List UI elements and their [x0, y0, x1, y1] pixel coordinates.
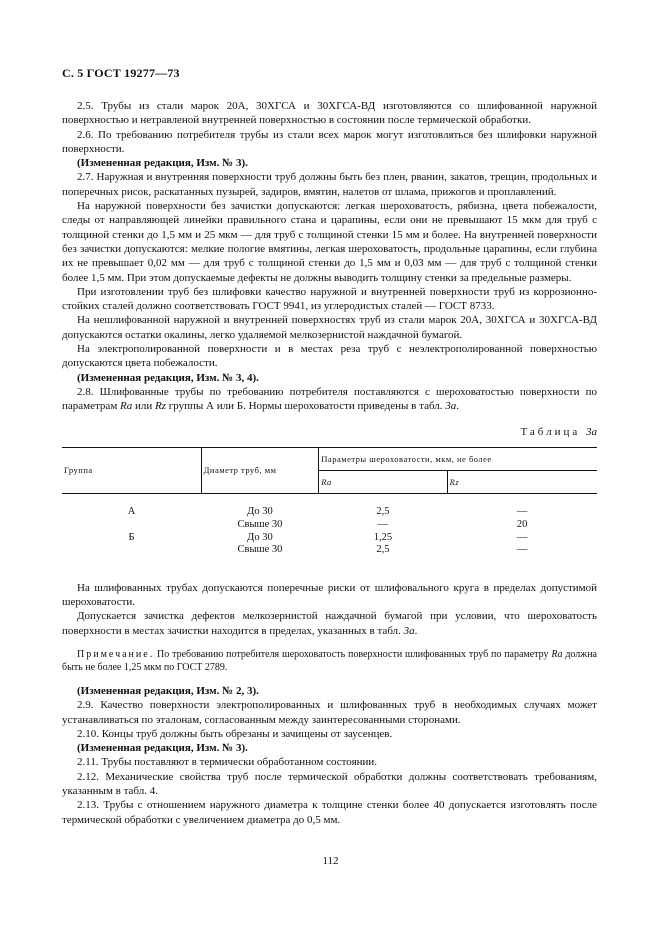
param-ra: Ra: [120, 400, 133, 413]
cell-rz: —: [516, 531, 528, 543]
cell-ra: 1,25: [373, 531, 393, 543]
cell-ra: —: [377, 519, 389, 531]
paragraph-2-7: 2.7. Наружная и внутренняя поверхности труб должны быть без плен, рванин, закатов, трещин, продольных и поперечных рисок, раскатанных пузырей, задиров, вмятин, налетов от шлама, прижогов и проплавлений.: [62, 171, 597, 198]
col-header-ra: Ra: [319, 471, 447, 494]
param-ra: Ra: [551, 648, 563, 660]
amendment-note: (Измененная редакция, Изм. № 3).: [77, 742, 248, 755]
table-row: [62, 532, 597, 545]
cell-ra: 2,5: [376, 506, 390, 518]
cell-diameter: До 30: [247, 506, 273, 518]
text-run: По требованию потребителя шероховатость поверхности шлифованных труб по параметру: [154, 648, 552, 660]
col-header-group: Группа: [62, 447, 201, 494]
text-run: группы А или Б. Нормы шероховатости приведены в табл.: [166, 400, 446, 413]
roughness-table: [62, 447, 597, 557]
page-number: 112: [322, 855, 339, 867]
paragraph-2-6: 2.6. По требованию потребителя трубы из стали всех марок могут изготовляться без шлифовки наружной поверхности.: [62, 128, 597, 155]
paragraph-defect-cleaning: [62, 609, 597, 638]
paragraph-2-11: 2.11. Трубы поставляют в термически обработанном состоянии.: [77, 756, 378, 769]
text-run: или: [132, 400, 156, 413]
cell-rz: —: [516, 506, 528, 518]
table-note: [62, 648, 597, 674]
paragraph-outer-surface: На наружной поверхности без зачистки допускаются: легкая шероховатость, рябизна, цвета побежалости, следы от направляющей линейки правильного стана и царапины, если они не превышают 15 мкм для труб с толщиной стенки до 1,5 мм и 25 мкм — для труб с толщиной стенки 15 мм и более. На внутренней поверхности без зачистки допускаются: мелкие пологие вмятины, легкая шероховатость, продольные царапины, если глубина их не превышает 0,02 мм — для труб с толщиной стенки до 1,5 мм и 0,03 мм — для труб с толщиной стенки более 1,5 мм. При этом допускаемые дефекты не должны выводить толщину стенки за предельные размеры.: [62, 200, 597, 284]
param-rz: Rz: [155, 400, 167, 413]
cell-rz: —: [516, 544, 528, 556]
paragraph-2-8: [62, 385, 597, 414]
paragraph-2-13: 2.13. Трубы с отношением наружного диаметра к толщине стенки более 40 допускается изготовлять после термической обработки с увеличением диаметра до 0,5 мм.: [62, 799, 597, 826]
paragraph-2-12: 2.12. Механические свойства труб после термической обработки должны соответствовать требованиям, указанным в табл. 4.: [62, 770, 597, 798]
table-ref: 3а: [445, 400, 457, 413]
cell-group: Б: [128, 531, 135, 543]
note-label: Примечание.: [77, 648, 155, 660]
page-header: С. 5 ГОСТ 19277—73: [62, 66, 180, 80]
text-run: Допускается зачистка дефектов мелкозернистой наждачной бумагой при условии, что шероховатость поверхности в местах зачистки находится в пределах, указанных в табл.: [62, 610, 597, 637]
text-run: .: [456, 400, 460, 413]
cell-diameter: Свыше 30: [237, 544, 283, 556]
table-caption-label: Таблица: [520, 425, 581, 438]
paragraph-2-5: 2.5. Трубы из стали марок 20А, 30ХГСА и 30ХГСА-ВД изготовляются со шлифованной наружной поверхностью и нетравленой внутренней поверхностью в состоянии после термической обработки.: [62, 100, 597, 127]
document-body: [62, 99, 597, 827]
table-row: [62, 494, 597, 519]
cell-group: [62, 544, 201, 557]
paragraph-unground-surface: На нешлифованной наружной и внутренней поверхностях труб из стали марок 20А, 30ХГСА и 30ХГСА-ВД допускаются остатки окалины, легко удаляемой мелкозернистой наждачной бумагой.: [62, 314, 597, 341]
cell-ra: 2,5: [376, 544, 390, 556]
amendment-note: (Измененная редакция, Изм. № 3, 4).: [77, 371, 259, 384]
table-row: [62, 544, 597, 557]
paragraph-no-grinding: При изготовлении труб без шлифовки качество наружной и внутренней поверхности труб из коррозионно-стойких сталей должно соответствовать ГОСТ 9941, из углеродистых сталей — ГОСТ 8733.: [62, 285, 597, 313]
text-run: 2.8. Шлифованные трубы по требованию потребителя поставляются с шероховатостью поверхности по параметрам: [62, 385, 597, 413]
text-run: .: [414, 624, 418, 637]
table-caption-number: 3а: [586, 425, 597, 438]
col-header-rz: Rz: [447, 471, 597, 494]
paragraph-grinding-marks: На шлифованных трубах допускаются поперечные риски от шлифовального круга в пределах допустимой шероховатости.: [62, 581, 597, 609]
cell-group: [62, 519, 201, 532]
paragraph-2-9: 2.9. Качество поверхности электрополированных и шлифованных труб в необходимых случаях может устанавливаться по эталонам, согласованным между заинтересованными сторонами.: [62, 699, 597, 726]
table-row: [62, 519, 597, 532]
cell-group: А: [127, 506, 136, 518]
text-run: должна быть не более 1,25 мкм по ГОСТ 2789.: [62, 648, 597, 673]
table-ref: 3а: [403, 624, 415, 637]
col-header-diameter: Диаметр труб, мм: [201, 447, 319, 494]
paragraph-2-10: 2.10. Концы труб должны быть обрезаны и зачищены от заусенцев.: [77, 727, 393, 740]
cell-diameter: До 30: [247, 531, 273, 543]
table-caption: [62, 425, 597, 439]
cell-diameter: Свыше 30: [237, 519, 283, 531]
cell-rz: 20: [516, 519, 528, 531]
amendment-note: (Измененная редакция, Изм. № 2, 3).: [77, 684, 259, 697]
amendment-note: (Измененная редакция, Изм. № 3).: [77, 157, 248, 170]
paragraph-electropolished: На электрополированной поверхности и в местах реза труб с неэлектрополированной поверхностью допускаются цвета побежалости.: [62, 343, 597, 370]
col-header-params: Параметры шероховатости, мкм, не более: [319, 447, 597, 470]
